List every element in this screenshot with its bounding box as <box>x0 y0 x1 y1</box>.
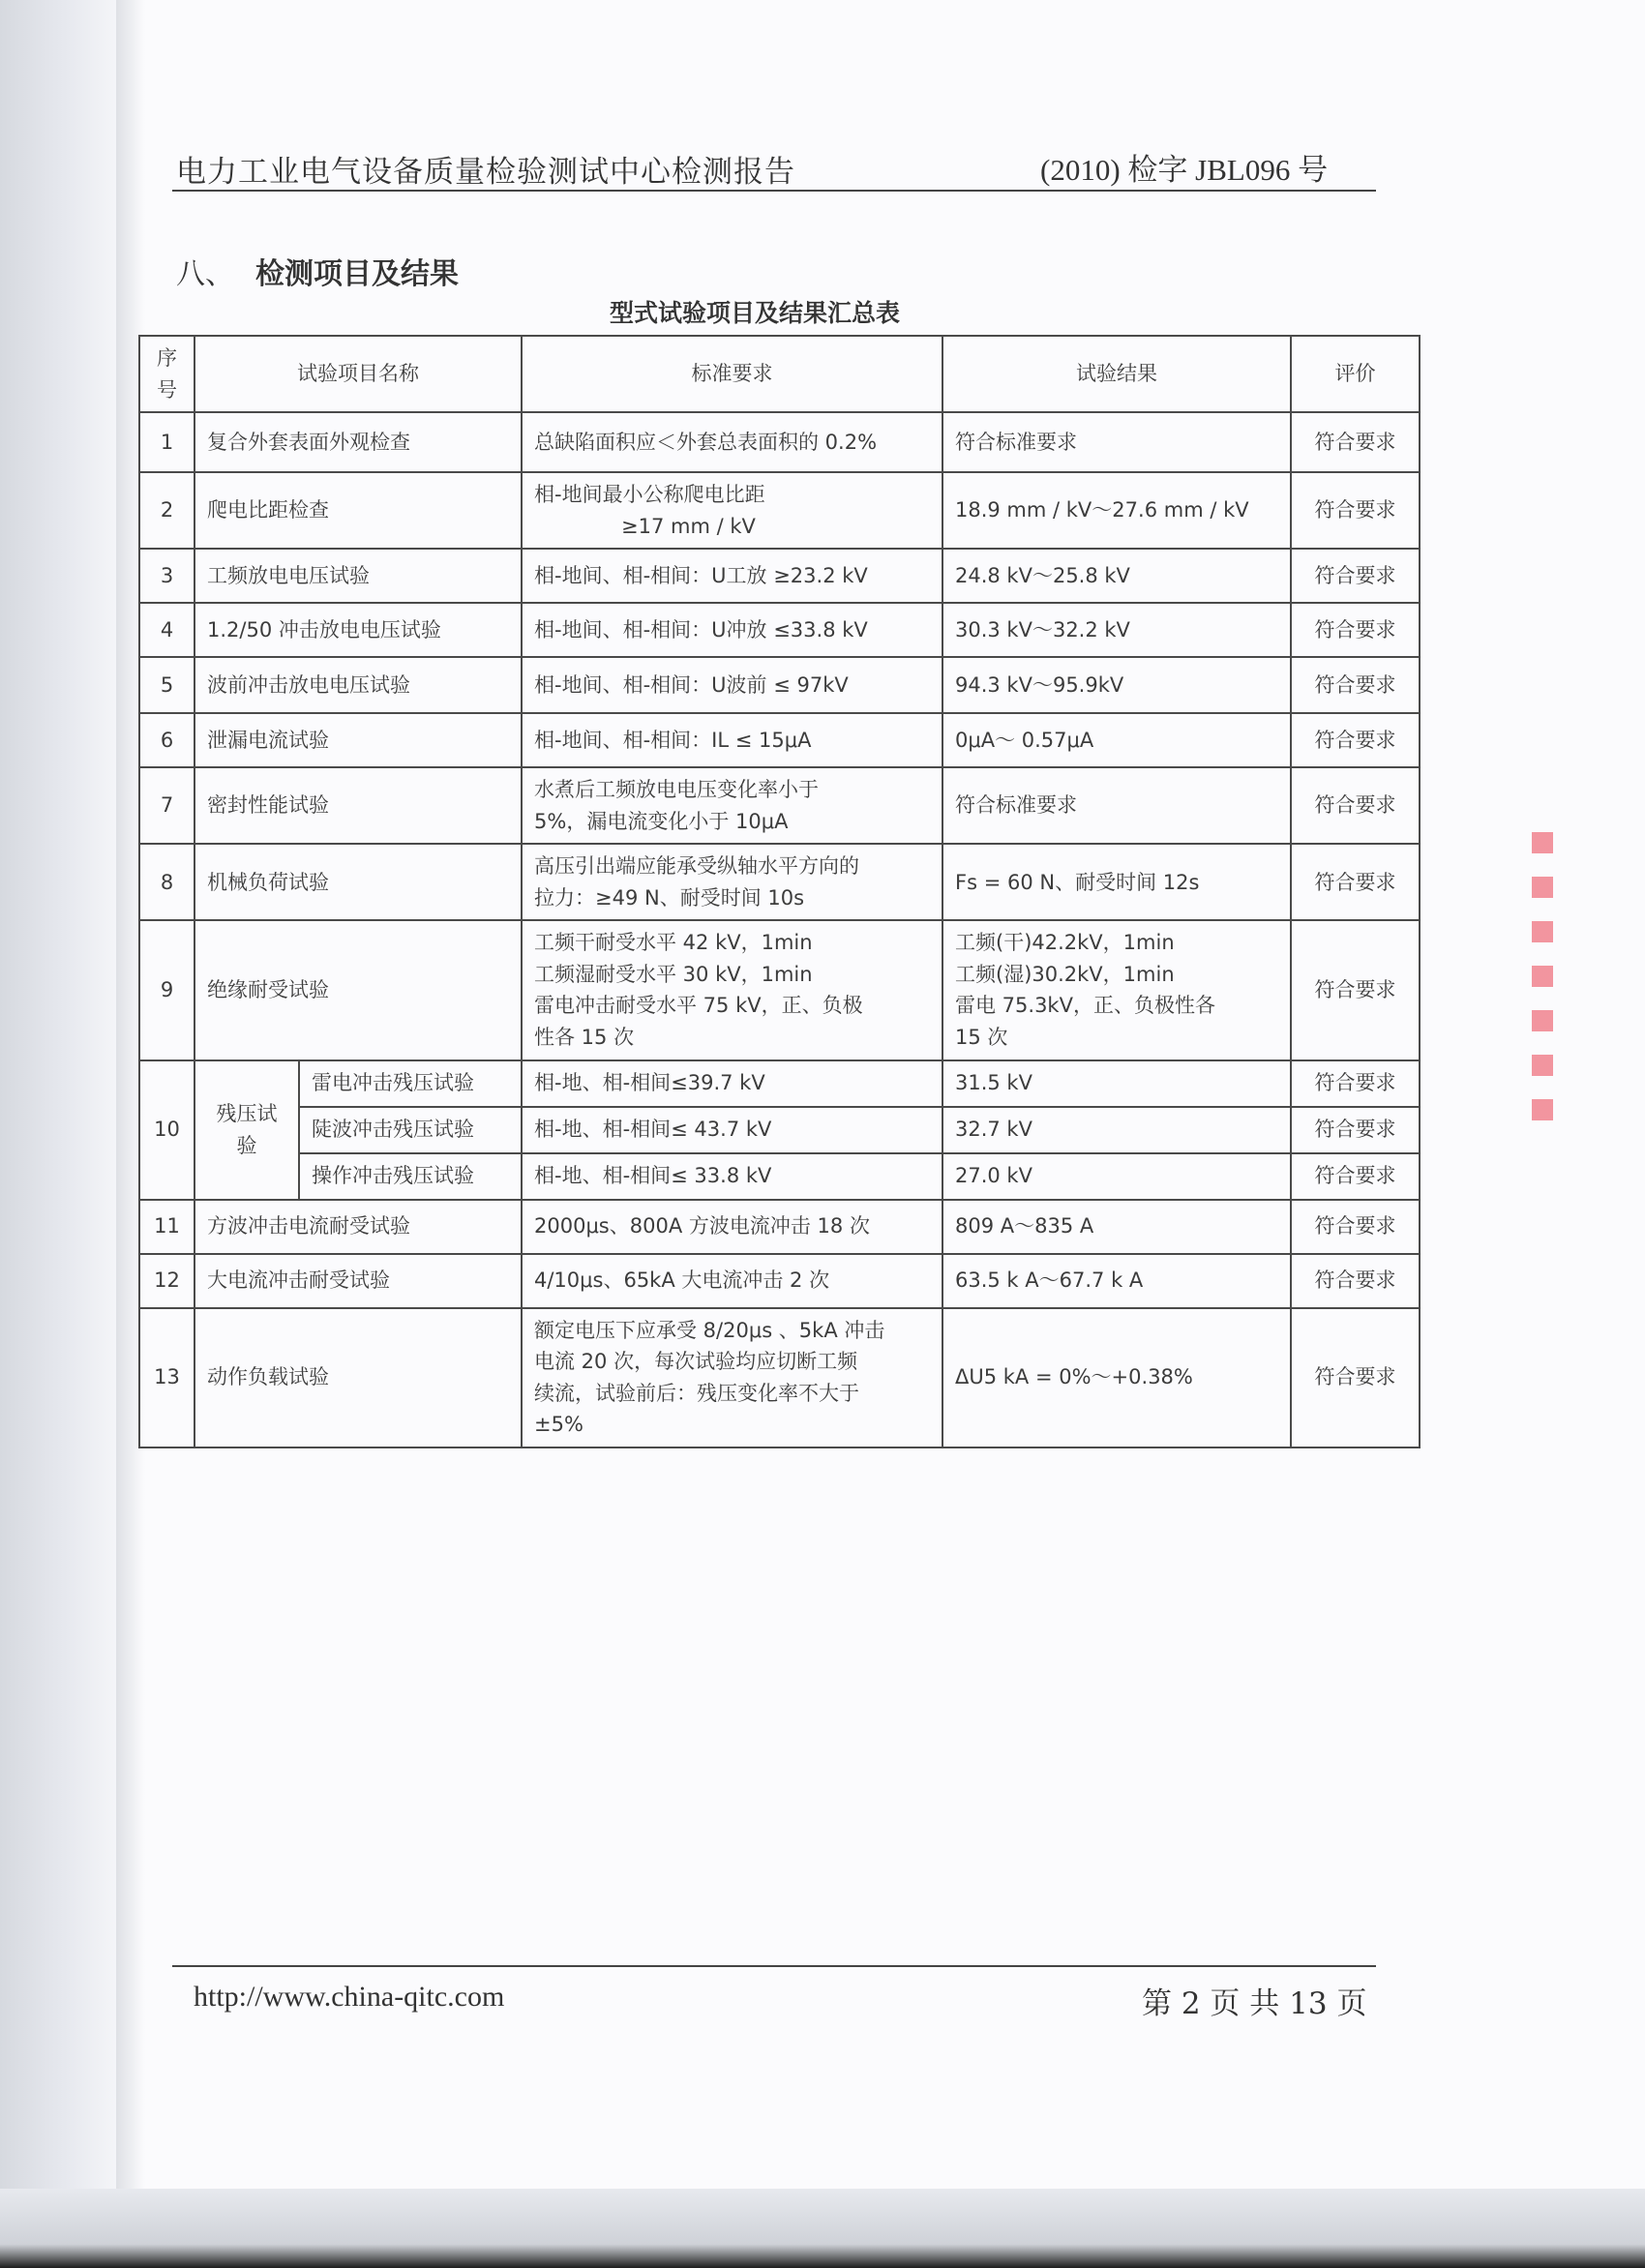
table-row <box>139 549 1420 603</box>
cell-line: ≥17 mm / kV <box>621 514 756 538</box>
cell-line: 63.5 k A～67.7 k A <box>955 1268 1144 1293</box>
cell-line: 高压引出端应能承受纵轴水平方向的 <box>534 854 859 879</box>
standard-requirement <box>522 713 942 767</box>
header-item-name: 试验项目名称 <box>194 336 522 412</box>
table-row <box>139 412 1420 472</box>
cell-line: 809 A～835 A <box>955 1214 1094 1238</box>
test-item-name: 方波冲击电流耐受试验 <box>194 1200 522 1254</box>
table-row <box>139 1308 1420 1447</box>
cell-line: 相-地间、相-相间：U波前 ≤ 97kV <box>534 672 849 697</box>
row-number: 9 <box>139 920 194 1059</box>
cell-line: ±5% <box>534 1413 583 1437</box>
test-subitem-name: 陡波冲击残压试验 <box>299 1107 522 1153</box>
row-number: 7 <box>139 767 194 844</box>
cell-line: 雷电冲击耐受水平 75 kV，正、负极 <box>534 994 863 1018</box>
evaluation: 符合要求 <box>1291 713 1420 767</box>
footer-divider <box>172 1965 1376 1967</box>
header-standard: 标准要求 <box>522 336 942 412</box>
cell-line: 相-地间最小公称爬电比距 <box>534 483 765 507</box>
standard-requirement <box>522 844 942 920</box>
standard-requirement <box>522 603 942 657</box>
cell-line: 电流 20 次，每次试验均应切断工频 <box>534 1350 858 1374</box>
table-title: 型式试验项目及结果汇总表 <box>609 299 900 327</box>
cell-line: 相-地间、相-相间：IL ≤ 15μA <box>534 728 812 752</box>
test-item-name: 泄漏电流试验 <box>194 713 522 767</box>
test-group-name: 残压试验 <box>194 1060 299 1200</box>
table-row <box>139 1200 1420 1254</box>
test-subitem-name: 操作冲击残压试验 <box>299 1153 522 1200</box>
evaluation: 符合要求 <box>1291 1060 1420 1107</box>
cell-line: 4/10μs、65kA 大电流冲击 2 次 <box>534 1268 830 1293</box>
cell-line: ΔU5 kA = 0%～+0.38% <box>955 1365 1193 1389</box>
evaluation: 符合要求 <box>1291 657 1420 713</box>
cell-line: 工频(干)42.2kV，1min <box>955 931 1175 955</box>
cell-line: 总缺陷面积应＜外套总表面积的 0.2% <box>534 430 878 454</box>
cell-line: 相-地间、相-相间：U工放 ≥23.2 kV <box>534 563 868 587</box>
row-number: 6 <box>139 713 194 767</box>
table-row <box>139 1060 1420 1107</box>
cell-line: 30.3 kV～32.2 kV <box>955 617 1130 642</box>
evaluation: 符合要求 <box>1291 1153 1420 1200</box>
standard-requirement <box>522 472 942 549</box>
red-seal-stamp <box>1532 832 1553 1142</box>
header-evaluation: 评价 <box>1291 336 1420 412</box>
test-result <box>942 549 1291 603</box>
test-item-name: 1.2/50 冲击放电电压试验 <box>194 603 522 657</box>
cell-line: 0μA～ 0.57μA <box>955 728 1094 752</box>
row-number: 2 <box>139 472 194 549</box>
test-item-name: 工频放电电压试验 <box>194 549 522 603</box>
standard-requirement <box>522 767 942 844</box>
cell-line: 工频干耐受水平 42 kV，1min <box>534 931 813 955</box>
test-item-name: 绝缘耐受试验 <box>194 920 522 1059</box>
standard-requirement <box>522 657 942 713</box>
row-number: 3 <box>139 549 194 603</box>
cell-line: Fs = 60 N、耐受时间 12s <box>955 870 1200 894</box>
cell-line: 拉力：≥49 N、耐受时间 10s <box>534 885 805 910</box>
row-number: 5 <box>139 657 194 713</box>
section-heading <box>176 250 459 292</box>
evaluation: 符合要求 <box>1291 920 1420 1059</box>
evaluation: 符合要求 <box>1291 472 1420 549</box>
standard-requirement <box>522 412 942 472</box>
test-item-name: 波前冲击放电电压试验 <box>194 657 522 713</box>
standard-requirement <box>522 1200 942 1254</box>
cell-line: 续流，试验前后：残压变化率不大于 <box>534 1381 859 1405</box>
test-result <box>942 713 1291 767</box>
evaluation: 符合要求 <box>1291 412 1420 472</box>
evaluation: 符合要求 <box>1291 1308 1420 1447</box>
scan-binding-edge <box>0 0 116 2268</box>
cell-line: 额定电压下应承受 8/20μs 、5kA 冲击 <box>534 1318 885 1342</box>
test-item-name: 密封性能试验 <box>194 767 522 844</box>
test-result <box>942 1308 1291 1447</box>
standard-requirement <box>522 920 942 1059</box>
table-row <box>139 1153 1420 1200</box>
test-result <box>942 920 1291 1059</box>
evaluation: 符合要求 <box>1291 603 1420 657</box>
row-number: 13 <box>139 1308 194 1447</box>
standard-requirement <box>522 1254 942 1308</box>
cell-line: 水煮后工频放电电压变化率小于 <box>534 778 819 802</box>
cell-line: 符合标准要求 <box>955 430 1077 454</box>
cell-line: 雷电 75.3kV，正、负极性各 <box>955 994 1215 1018</box>
evaluation: 符合要求 <box>1291 1254 1420 1308</box>
cell-line: 符合标准要求 <box>955 793 1077 818</box>
test-result <box>942 657 1291 713</box>
standard-requirement: 相-地、相-相间≤ 33.8 kV <box>522 1153 942 1200</box>
evaluation: 符合要求 <box>1291 1107 1420 1153</box>
test-item-name: 动作负载试验 <box>194 1308 522 1447</box>
test-result <box>942 603 1291 657</box>
footer-url: http://www.china-qitc.com <box>194 1981 505 2013</box>
report-org-title: 电力工业电气设备质量检验测试中心检测报告 <box>176 155 795 190</box>
evaluation: 符合要求 <box>1291 844 1420 920</box>
table-row <box>139 1254 1420 1308</box>
table-header-row <box>139 336 1420 412</box>
test-result <box>942 767 1291 844</box>
page-number: 第 2 页 共 13 页 <box>1142 1986 1367 2021</box>
test-result: 31.5 kV <box>942 1060 1291 1107</box>
test-result: 27.0 kV <box>942 1153 1291 1200</box>
cell-line: 18.9 mm / kV～27.6 mm / kV <box>955 498 1249 522</box>
row-number: 12 <box>139 1254 194 1308</box>
test-item-name: 复合外套表面外观检查 <box>194 412 522 472</box>
test-result <box>942 844 1291 920</box>
evaluation: 符合要求 <box>1291 1200 1420 1254</box>
test-result <box>942 472 1291 549</box>
cell-line: 5%，漏电流变化小于 10μA <box>534 809 789 833</box>
standard-requirement <box>522 549 942 603</box>
row-number: 10 <box>139 1060 194 1200</box>
test-result <box>942 1254 1291 1308</box>
standard-requirement: 相-地、相-相间≤39.7 kV <box>522 1060 942 1107</box>
test-result <box>942 412 1291 472</box>
table-row <box>139 472 1420 549</box>
table-row <box>139 767 1420 844</box>
table-row <box>139 844 1420 920</box>
cell-line: 性各 15 次 <box>534 1026 635 1050</box>
test-subitem-name: 雷电冲击残压试验 <box>299 1060 522 1107</box>
row-number: 1 <box>139 412 194 472</box>
cell-line: 24.8 kV～25.8 kV <box>955 563 1130 587</box>
row-number: 8 <box>139 844 194 920</box>
test-item-name: 大电流冲击耐受试验 <box>194 1254 522 1308</box>
section-title-text: 检测项目及结果 <box>255 257 459 291</box>
table-row <box>139 713 1420 767</box>
standard-requirement <box>522 1308 942 1447</box>
cell-line: 94.3 kV～95.9kV <box>955 672 1124 697</box>
cell-line: 相-地间、相-相间：U冲放 ≤33.8 kV <box>534 617 868 642</box>
row-number: 11 <box>139 1200 194 1254</box>
table-row <box>139 603 1420 657</box>
test-result: 32.7 kV <box>942 1107 1291 1153</box>
report-number: (2010) 检字 JBL096 号 <box>1040 153 1329 187</box>
section-number: 八、 <box>176 257 234 291</box>
cell-line: 工频(湿)30.2kV，1min <box>955 962 1175 986</box>
table-row <box>139 1107 1420 1153</box>
header-seq: 序号 <box>139 336 194 412</box>
test-item-name: 爬电比距检查 <box>194 472 522 549</box>
cell-line: 15 次 <box>955 1026 1008 1050</box>
evaluation: 符合要求 <box>1291 767 1420 844</box>
row-number: 4 <box>139 603 194 657</box>
test-result <box>942 1200 1291 1254</box>
cell-line: 工频湿耐受水平 30 kV，1min <box>534 962 813 986</box>
cell-line: 2000μs、800A 方波电流冲击 18 次 <box>534 1214 870 1238</box>
header-divider <box>172 190 1376 192</box>
scan-bottom-edge <box>0 2189 1645 2268</box>
evaluation: 符合要求 <box>1291 549 1420 603</box>
test-item-name: 机械负荷试验 <box>194 844 522 920</box>
table-row <box>139 920 1420 1059</box>
table-row <box>139 657 1420 713</box>
header-result: 试验结果 <box>942 336 1291 412</box>
results-table <box>138 335 1421 1448</box>
standard-requirement: 相-地、相-相间≤ 43.7 kV <box>522 1107 942 1153</box>
